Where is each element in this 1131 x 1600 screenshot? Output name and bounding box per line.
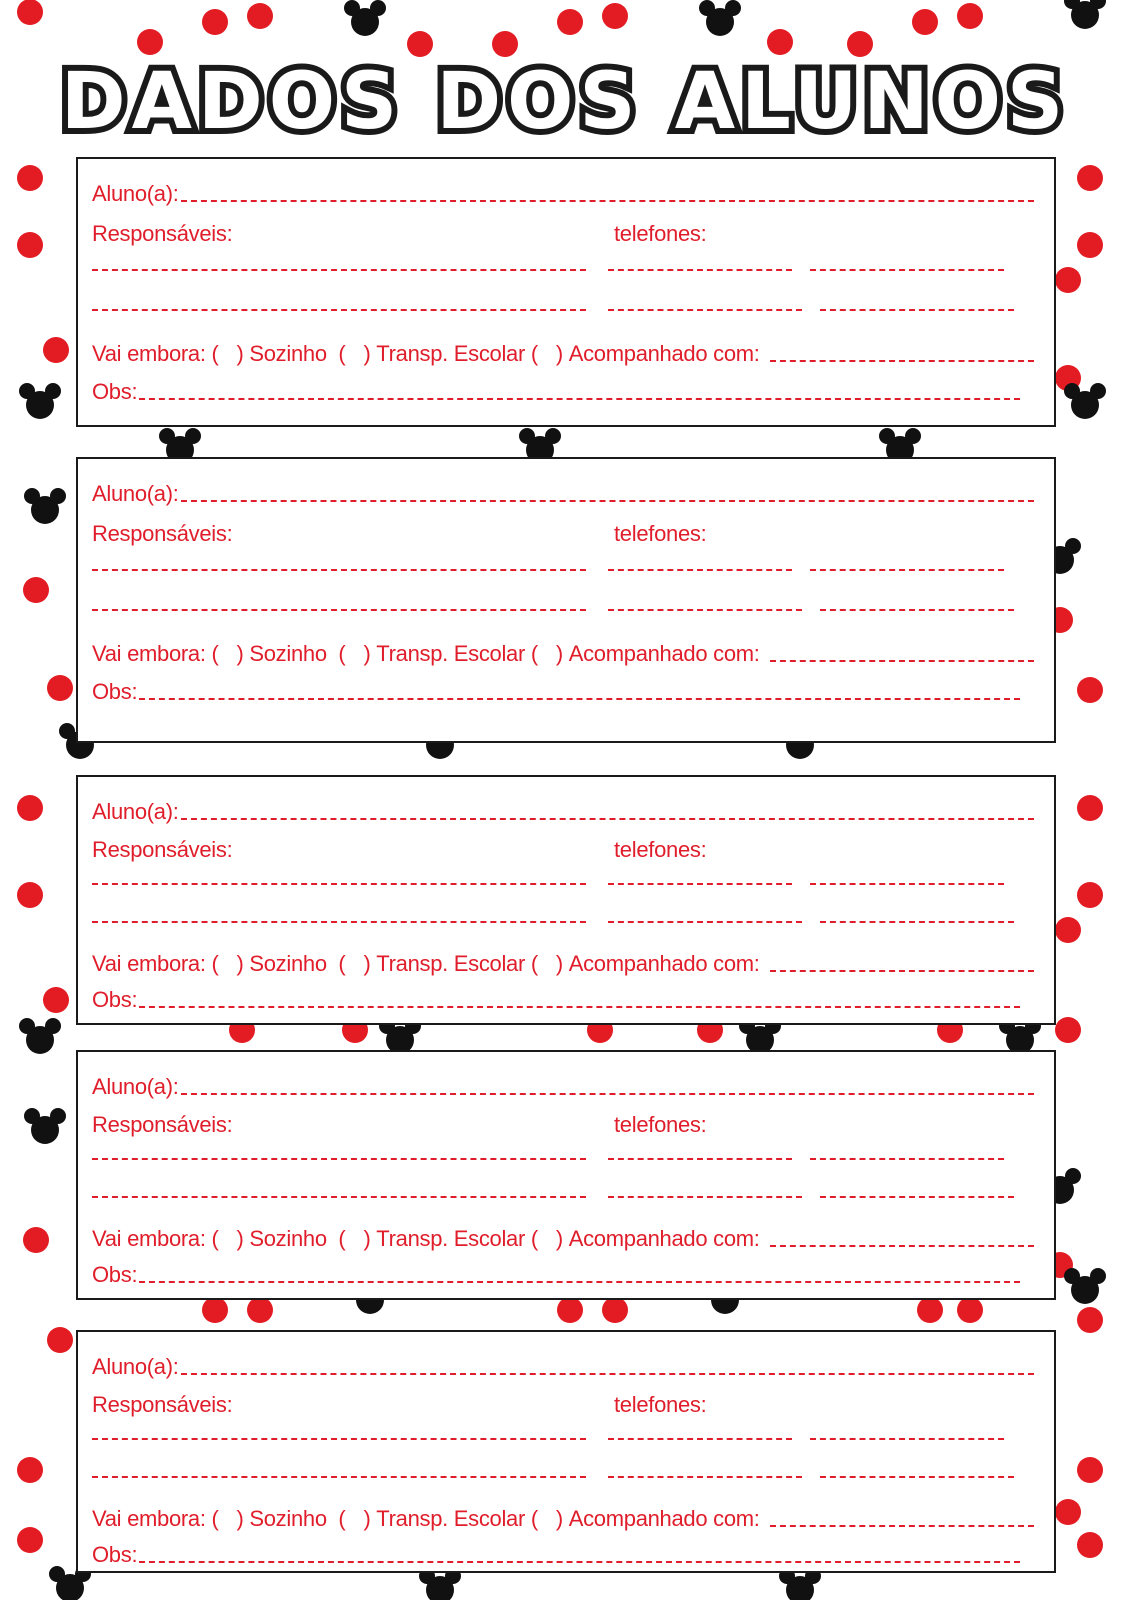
polka-dot-icon (202, 1297, 228, 1323)
page-title-text: Dados dos alunos (60, 57, 1070, 147)
mickey-silhouette-icon (1064, 383, 1106, 419)
polka-dot-icon (957, 1297, 983, 1323)
option-sozinho-label: Sozinho (249, 951, 327, 976)
telefone-field[interactable] (608, 569, 792, 571)
mickey-silhouette-icon (699, 0, 741, 36)
obs-field[interactable] (139, 1281, 1020, 1283)
option-transporte-label: Transp. Escolar (376, 1506, 526, 1531)
telefone-field[interactable] (810, 1158, 1004, 1160)
responsavel-field[interactable] (92, 921, 586, 923)
obs-row (92, 983, 1020, 1013)
polka-dot-icon (17, 232, 43, 258)
telefone-field[interactable] (810, 883, 1004, 885)
obs-label: Obs: (92, 1542, 138, 1567)
aluno-label: Aluno(a): (92, 1354, 179, 1379)
acompanhado-field[interactable] (770, 1245, 1034, 1247)
student-card (76, 1050, 1056, 1300)
telefone-field[interactable] (820, 1196, 1014, 1198)
telefone-field[interactable] (820, 921, 1014, 923)
telefone-field[interactable] (820, 1476, 1014, 1478)
aluno-label: Aluno(a): (92, 1074, 179, 1099)
responsavel-field[interactable] (92, 1158, 586, 1160)
telefone-field[interactable] (608, 1158, 792, 1160)
obs-label: Obs: (92, 1262, 138, 1287)
polka-dot-icon (202, 9, 228, 35)
mickey-silhouette-icon (24, 1108, 66, 1144)
option-transporte-label: Transp. Escolar (376, 951, 526, 976)
telefone-field[interactable] (608, 609, 802, 611)
obs-label: Obs: (92, 987, 138, 1012)
page-title (40, 40, 1090, 150)
acompanhado-field[interactable] (770, 360, 1034, 362)
polka-dot-icon (917, 1297, 943, 1323)
option-acompanhado-label: Acompanhado com: (568, 951, 760, 976)
option-acompanhado-label: Acompanhado com: (568, 341, 760, 366)
obs-row (92, 1258, 1020, 1288)
responsaveis-label: Responsáveis: (92, 837, 233, 862)
aluno-row (92, 1350, 1034, 1380)
option-transporte-label: Transp. Escolar (376, 341, 526, 366)
telefones-label: telefones: (614, 521, 707, 546)
obs-row (92, 375, 1020, 405)
responsavel-field[interactable] (92, 309, 586, 311)
acompanhado-field[interactable] (770, 660, 1034, 662)
option-acompanhado-label: Acompanhado com: (568, 1506, 760, 1531)
telefone-field[interactable] (608, 1196, 802, 1198)
aluno-field[interactable] (181, 1093, 1034, 1095)
responsaveis-label: Responsáveis: (92, 1112, 233, 1137)
responsavel-field[interactable] (92, 609, 586, 611)
option-acompanhado-label: Acompanhado com: (568, 641, 760, 666)
aluno-row (92, 795, 1034, 825)
vai-embora-row: Vai embora: ( ) Sozinho ( ) Transp. Escolar ( ) Acompanhado com: (92, 337, 1034, 367)
mickey-silhouette-icon (344, 0, 386, 36)
polka-dot-icon (47, 1327, 73, 1353)
obs-field[interactable] (139, 1006, 1020, 1008)
mickey-silhouette-icon (19, 1018, 61, 1054)
mickey-silhouette-icon (1064, 0, 1106, 29)
responsavel-field[interactable] (92, 1438, 586, 1440)
telefones-label: telefones: (614, 221, 707, 246)
responsaveis-label: Responsáveis: (92, 521, 233, 546)
telefone-field[interactable] (608, 883, 792, 885)
aluno-field[interactable] (181, 500, 1034, 502)
aluno-field[interactable] (181, 818, 1034, 820)
polka-dot-icon (43, 987, 69, 1013)
telefone-field[interactable] (608, 309, 802, 311)
telefone-field[interactable] (608, 921, 802, 923)
obs-field[interactable] (139, 698, 1020, 700)
polka-dot-icon (1077, 1307, 1103, 1333)
option-transporte-label: Transp. Escolar (376, 641, 526, 666)
polka-dot-icon (557, 1297, 583, 1323)
student-card (76, 1330, 1056, 1573)
mickey-silhouette-icon (19, 383, 61, 419)
telefone-field[interactable] (608, 1476, 802, 1478)
polka-dot-icon (1055, 1017, 1081, 1043)
polka-dot-icon (17, 0, 43, 25)
polka-dot-icon (1055, 917, 1081, 943)
mickey-silhouette-icon (1064, 1268, 1106, 1304)
option-sozinho-label: Sozinho (249, 641, 327, 666)
option-sozinho-label: Sozinho (249, 1226, 327, 1251)
vai-embora-row: Vai embora: ( ) Sozinho ( ) Transp. Escolar ( ) Acompanhado com: (92, 1222, 1034, 1252)
polka-dot-icon (1077, 1532, 1103, 1558)
telefone-field[interactable] (810, 269, 1004, 271)
option-acompanhado-label: Acompanhado com: (568, 1226, 760, 1251)
telefone-field[interactable] (820, 609, 1014, 611)
telefones-label: telefones: (614, 1112, 707, 1137)
polka-dot-icon (23, 1227, 49, 1253)
telefone-field[interactable] (810, 569, 1004, 571)
polka-dot-icon (17, 1457, 43, 1483)
aluno-row (92, 477, 1034, 507)
telefones-label: telefones: (614, 837, 707, 862)
polka-dot-icon (47, 675, 73, 701)
aluno-label: Aluno(a): (92, 799, 179, 824)
responsavel-field[interactable] (92, 269, 586, 271)
polka-dot-icon (1077, 795, 1103, 821)
obs-label: Obs: (92, 679, 138, 704)
obs-field[interactable] (139, 398, 1020, 400)
acompanhado-field[interactable] (770, 970, 1034, 972)
responsaveis-label: Responsáveis: (92, 1392, 233, 1417)
vai-embora-label: Vai embora: (92, 951, 206, 976)
responsavel-field[interactable] (92, 569, 586, 571)
polka-dot-icon (602, 1297, 628, 1323)
responsavel-field[interactable] (92, 1476, 586, 1478)
obs-row (92, 1538, 1020, 1568)
student-card (76, 157, 1056, 427)
aluno-row (92, 177, 1034, 207)
polka-dot-icon (1077, 882, 1103, 908)
telefone-field[interactable] (820, 309, 1014, 311)
polka-dot-icon (17, 165, 43, 191)
vai-embora-row: Vai embora: ( ) Sozinho ( ) Transp. Escolar ( ) Acompanhado com: (92, 1502, 1034, 1532)
polka-dot-icon (1055, 1499, 1081, 1525)
aluno-field[interactable] (181, 1373, 1034, 1375)
vai-embora-label: Vai embora: (92, 641, 206, 666)
aluno-field[interactable] (181, 200, 1034, 202)
obs-label: Obs: (92, 379, 138, 404)
telefones-label: telefones: (614, 1392, 707, 1417)
obs-row (92, 675, 1020, 705)
telefone-field[interactable] (608, 1438, 792, 1440)
option-sozinho-label: Sozinho (249, 341, 327, 366)
vai-embora-label: Vai embora: (92, 1506, 206, 1531)
vai-embora-label: Vai embora: (92, 341, 206, 366)
polka-dot-icon (1055, 267, 1081, 293)
telefone-field[interactable] (608, 269, 792, 271)
polka-dot-icon (1077, 1457, 1103, 1483)
vai-embora-row: Vai embora: ( ) Sozinho ( ) Transp. Escolar ( ) Acompanhado com: (92, 637, 1034, 667)
polka-dot-icon (17, 795, 43, 821)
telefone-field[interactable] (810, 1438, 1004, 1440)
mickey-silhouette-icon (24, 488, 66, 524)
obs-field[interactable] (139, 1561, 1020, 1563)
polka-dot-icon (912, 9, 938, 35)
student-card (76, 457, 1056, 743)
option-sozinho-label: Sozinho (249, 1506, 327, 1531)
polka-dot-icon (957, 3, 983, 29)
aluno-row (92, 1070, 1034, 1100)
polka-dot-icon (602, 3, 628, 29)
polka-dot-icon (557, 9, 583, 35)
vai-embora-label: Vai embora: (92, 1226, 206, 1251)
polka-dot-icon (43, 337, 69, 363)
responsavel-field[interactable] (92, 883, 586, 885)
responsavel-field[interactable] (92, 1196, 586, 1198)
vai-embora-row: Vai embora: ( ) Sozinho ( ) Transp. Escolar ( ) Acompanhado com: (92, 947, 1034, 977)
acompanhado-field[interactable] (770, 1525, 1034, 1527)
polka-dot-icon (247, 3, 273, 29)
polka-dot-icon (1077, 165, 1103, 191)
responsaveis-label: Responsáveis: (92, 221, 233, 246)
polka-dot-icon (23, 577, 49, 603)
polka-dot-icon (17, 882, 43, 908)
polka-dot-icon (1077, 232, 1103, 258)
aluno-label: Aluno(a): (92, 481, 179, 506)
student-card (76, 775, 1056, 1025)
polka-dot-icon (1077, 677, 1103, 703)
polka-dot-icon (247, 1297, 273, 1323)
aluno-label: Aluno(a): (92, 181, 179, 206)
option-transporte-label: Transp. Escolar (376, 1226, 526, 1251)
polka-dot-icon (17, 1527, 43, 1553)
